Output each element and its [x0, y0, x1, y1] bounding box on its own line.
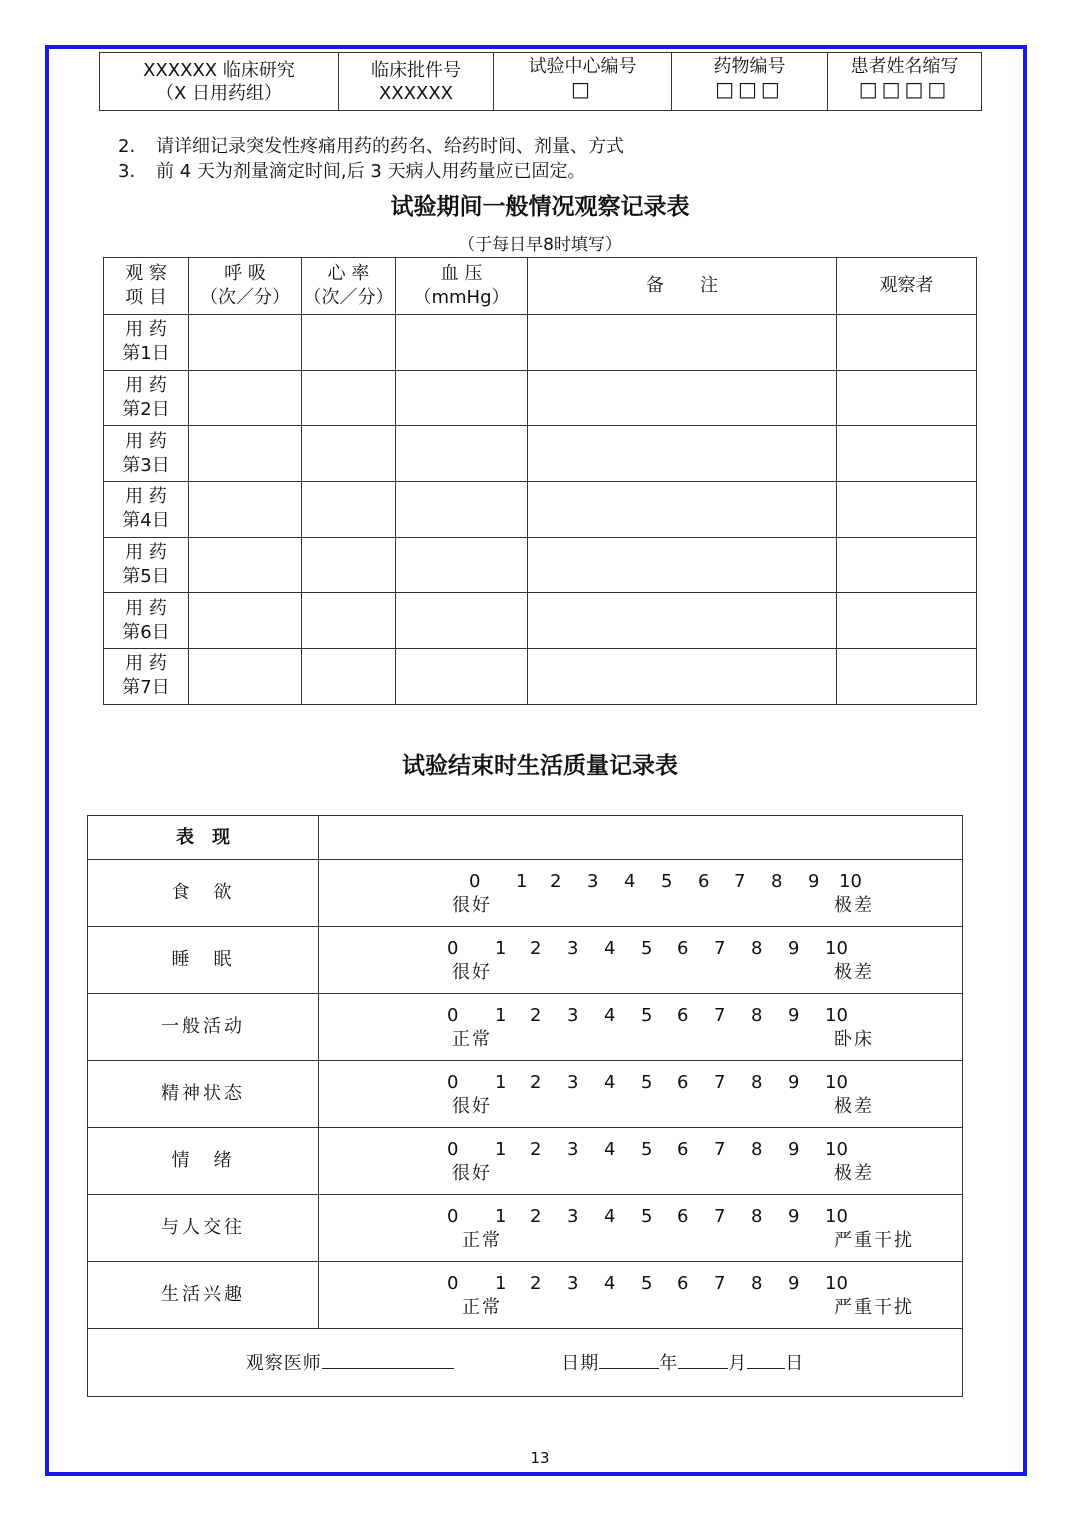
qol-row: [88, 1195, 963, 1262]
scale-high-label: 极差: [834, 962, 874, 983]
scale-number[interactable]: 7: [714, 1005, 726, 1026]
scale-number[interactable]: 3: [567, 1273, 579, 1294]
scale-number[interactable]: 2: [530, 1139, 542, 1160]
scale-number[interactable]: 1: [495, 938, 507, 959]
scale-low-label: 很好: [452, 1096, 492, 1117]
scale-number[interactable]: 3: [567, 1072, 579, 1093]
scale-number[interactable]: 10: [825, 1072, 848, 1093]
day-line-2: 第2日: [122, 399, 170, 421]
scale-number[interactable]: 5: [641, 938, 653, 959]
scale-number[interactable]: 6: [677, 1139, 689, 1160]
scale-number[interactable]: 6: [677, 1072, 689, 1093]
month-label: 月: [728, 1352, 748, 1374]
scale-number[interactable]: 7: [714, 1273, 726, 1294]
observer-cell[interactable]: [837, 370, 977, 426]
patient-label: 患者姓名缩写: [850, 56, 959, 77]
signature-cell: [88, 1329, 963, 1397]
center-label: 试验中心编号: [528, 56, 637, 77]
day-line-2: 第6日: [122, 621, 170, 643]
scale-number[interactable]: 2: [550, 871, 562, 892]
qol-item-label: 情 绪: [88, 1128, 319, 1195]
scale-number[interactable]: 6: [677, 938, 689, 959]
scale-high-label: 极差: [834, 1163, 874, 1184]
hr-cell[interactable]: [302, 649, 396, 705]
obs-day-label: [104, 426, 189, 482]
scale-number[interactable]: 3: [567, 938, 579, 959]
signature-row: [88, 1329, 963, 1397]
obs-col-note: 备 注: [528, 258, 837, 315]
obs-day-label: [104, 593, 189, 649]
scale-number[interactable]: 4: [604, 1273, 616, 1294]
center-cell: [494, 53, 672, 111]
day-line-1: 用 药: [125, 375, 167, 397]
scale-low-label: 正常: [452, 1029, 492, 1050]
qol-scale-cell: [319, 860, 963, 927]
scale-number[interactable]: 7: [714, 1206, 726, 1227]
qol-item-label: 与人交往: [88, 1195, 319, 1262]
scale-number[interactable]: 7: [734, 871, 746, 892]
scale-number[interactable]: 8: [751, 1206, 763, 1227]
col-text: 观 察: [125, 263, 167, 284]
scale-low-label: 很好: [452, 895, 492, 916]
scale-number[interactable]: 9: [788, 1206, 800, 1227]
obs-day-label: [104, 315, 189, 371]
patient-boxes[interactable]: □□□□: [858, 77, 951, 101]
day-line-1: 用 药: [125, 597, 167, 619]
scale-high-label: 极差: [834, 895, 874, 916]
scale-number[interactable]: 8: [751, 1072, 763, 1093]
batch-value: XXXXXX: [379, 82, 453, 104]
note-cell[interactable]: [528, 370, 837, 426]
year-label: 年: [659, 1352, 679, 1374]
drug-cell: [672, 53, 828, 111]
scale-numbers: [319, 870, 962, 892]
page-number: 13: [530, 1449, 550, 1467]
study-cell: [100, 53, 339, 111]
note-cell[interactable]: [528, 649, 837, 705]
scale-numbers: [319, 937, 962, 959]
doctor-signature-line[interactable]: [322, 1350, 454, 1369]
obs-row: [104, 482, 977, 538]
scale-number[interactable]: 10: [825, 1273, 848, 1294]
observer-cell[interactable]: [837, 426, 977, 482]
hr-cell[interactable]: [302, 482, 396, 538]
center-boxes[interactable]: □: [571, 77, 594, 101]
qol-scale-cell: [319, 1128, 963, 1195]
day-line-1: 用 药: [125, 486, 167, 508]
obs-day-label: [104, 370, 189, 426]
scale-high-label: 卧床: [834, 1029, 874, 1050]
resp-cell[interactable]: [189, 537, 302, 593]
scale-numbers: [319, 1071, 962, 1093]
col-text: （mmHg）: [413, 287, 510, 308]
col-text: 项 目: [125, 287, 167, 308]
scale-number[interactable]: 5: [661, 871, 673, 892]
resp-cell[interactable]: [189, 315, 302, 371]
scale-number[interactable]: 9: [788, 1005, 800, 1026]
obs-table-title: 试验期间一般情况观察记录表: [390, 194, 690, 220]
day-line-2: 第7日: [122, 677, 170, 699]
scale-number[interactable]: 6: [677, 1005, 689, 1026]
scale-number[interactable]: 7: [714, 1072, 726, 1093]
day-line-2: 第4日: [122, 510, 170, 532]
scale-number[interactable]: 10: [825, 938, 848, 959]
scale-number[interactable]: 0: [447, 1072, 459, 1093]
obs-row: [104, 537, 977, 593]
col-text: 血 压: [440, 263, 483, 284]
scale-number[interactable]: 2: [530, 1072, 542, 1093]
scale-number[interactable]: 4: [604, 1005, 616, 1026]
qol-scale-cell: [319, 927, 963, 994]
scale-number[interactable]: 8: [751, 938, 763, 959]
scale-number[interactable]: 0: [447, 1273, 459, 1294]
day-line-2: 第5日: [122, 566, 170, 588]
note-cell[interactable]: [528, 482, 837, 538]
scale-number[interactable]: 2: [530, 1273, 542, 1294]
qol-scale-cell: [319, 1262, 963, 1329]
scale-high-label: 严重干扰: [834, 1297, 914, 1318]
doctor-label: 观察医师: [245, 1352, 322, 1374]
scale-number[interactable]: 9: [788, 938, 800, 959]
obs-row: [104, 426, 977, 482]
qol-item-label: 生活兴趣: [88, 1262, 319, 1329]
scale-number[interactable]: 2: [530, 938, 542, 959]
bp-cell[interactable]: [396, 315, 528, 371]
qol-header-label: 表 现: [88, 816, 319, 860]
scale-number[interactable]: 1: [495, 1005, 507, 1026]
scale-number[interactable]: 10: [839, 871, 862, 892]
qol-item-label: 一般活动: [88, 994, 319, 1061]
scale-high-label: 严重干扰: [834, 1230, 914, 1251]
scale-numbers: [319, 1004, 962, 1026]
observer-cell[interactable]: [837, 593, 977, 649]
scale-number[interactable]: 1: [495, 1072, 507, 1093]
col-text: 心 率: [327, 263, 370, 284]
batch-label: 临床批件号: [371, 59, 461, 81]
obs-col-resp: [189, 258, 302, 315]
col-text: （次／分）: [200, 287, 290, 308]
obs-day-label: [104, 482, 189, 538]
scale-number[interactable]: 6: [698, 871, 710, 892]
scale-low-label: 很好: [452, 1163, 492, 1184]
bp-cell[interactable]: [396, 537, 528, 593]
hr-cell[interactable]: [302, 426, 396, 482]
scale-number[interactable]: 10: [825, 1139, 848, 1160]
obs-row: [104, 593, 977, 649]
qol-row: [88, 1128, 963, 1195]
scale-number[interactable]: 1: [495, 1139, 507, 1160]
study-line-1: XXXXXX 临床研究: [143, 59, 295, 81]
scale-number[interactable]: 10: [825, 1005, 848, 1026]
obs-row: [104, 315, 977, 371]
scale-number[interactable]: 0: [447, 1005, 459, 1026]
scale-low-label: 很好: [452, 962, 492, 983]
note-cell[interactable]: [528, 315, 837, 371]
obs-table-subtitle: （于每日早8时填写）: [458, 235, 622, 255]
scale-number[interactable]: 8: [751, 1005, 763, 1026]
scale-number[interactable]: 0: [447, 938, 459, 959]
obs-day-label: [104, 649, 189, 705]
note-number: 2.: [118, 136, 136, 157]
scale-number[interactable]: 5: [641, 1206, 653, 1227]
scale-number[interactable]: 5: [641, 1072, 653, 1093]
scale-number[interactable]: 9: [788, 1139, 800, 1160]
scale-number[interactable]: 10: [825, 1206, 848, 1227]
scale-number[interactable]: 9: [788, 1072, 800, 1093]
note-cell[interactable]: [528, 426, 837, 482]
observer-cell[interactable]: [837, 315, 977, 371]
scale-number[interactable]: 4: [604, 1206, 616, 1227]
scale-number[interactable]: 4: [604, 1139, 616, 1160]
scale-number[interactable]: 5: [641, 1005, 653, 1026]
drug-label: 药物编号: [713, 56, 786, 77]
resp-cell[interactable]: [189, 593, 302, 649]
qol-table-title: 试验结束时生活质量记录表: [402, 753, 678, 779]
qol-scale-cell: [319, 1061, 963, 1128]
observation-table: [103, 257, 977, 705]
scale-number[interactable]: 6: [677, 1273, 689, 1294]
scale-number[interactable]: 1: [516, 871, 528, 892]
day-label: 日: [785, 1352, 805, 1374]
bp-cell[interactable]: [396, 593, 528, 649]
day-line-2: 第1日: [122, 343, 170, 365]
scale-numbers: [319, 1272, 962, 1294]
scale-numbers: [319, 1138, 962, 1160]
qol-item-label: 食 欲: [88, 860, 319, 927]
scale-low-label: 正常: [462, 1230, 502, 1251]
scale-number[interactable]: 7: [714, 938, 726, 959]
scale-number[interactable]: 0: [447, 1206, 459, 1227]
scale-number[interactable]: 2: [530, 1206, 542, 1227]
scale-number[interactable]: 0: [469, 871, 481, 892]
note-cell[interactable]: [528, 593, 837, 649]
scale-number[interactable]: 8: [771, 871, 783, 892]
scale-number[interactable]: 8: [751, 1139, 763, 1160]
bp-cell[interactable]: [396, 426, 528, 482]
qol-table: [87, 815, 963, 1397]
hr-cell[interactable]: [302, 315, 396, 371]
day-line-1: 用 药: [125, 653, 167, 675]
bp-cell[interactable]: [396, 649, 528, 705]
obs-col-bp: [396, 258, 528, 315]
qol-scale-cell: [319, 1195, 963, 1262]
scale-number[interactable]: 2: [530, 1005, 542, 1026]
date-label: 日期: [561, 1352, 600, 1374]
obs-header-row: [104, 258, 977, 315]
scale-number[interactable]: 4: [604, 1072, 616, 1093]
col-text: （次／分）: [303, 287, 394, 308]
scale-number[interactable]: 5: [641, 1273, 653, 1294]
observer-cell[interactable]: [837, 482, 977, 538]
day-line-1: 用 药: [125, 319, 167, 341]
qol-header-row: [88, 816, 963, 860]
scale-number[interactable]: 1: [495, 1273, 507, 1294]
obs-row: [104, 649, 977, 705]
scale-number[interactable]: 3: [587, 871, 599, 892]
qol-item-label: 睡 眠: [88, 927, 319, 994]
study-line-2: （X 日用药组）: [155, 82, 283, 104]
observer-cell[interactable]: [837, 649, 977, 705]
drug-boxes[interactable]: □□□: [715, 77, 784, 101]
qol-row: [88, 1061, 963, 1128]
scale-number[interactable]: 5: [641, 1139, 653, 1160]
resp-cell[interactable]: [189, 482, 302, 538]
qol-scale-cell: [319, 994, 963, 1061]
scale-numbers: [319, 1205, 962, 1227]
obs-col-observer: 观察者: [837, 258, 977, 315]
qol-item-label: 精神状态: [88, 1061, 319, 1128]
note-number: 3.: [118, 161, 136, 182]
scale-number[interactable]: 0: [447, 1139, 459, 1160]
note-text: 请详细记录突发性疼痛用药的药名、给药时间、剂量、方式: [156, 136, 624, 157]
scale-number[interactable]: 4: [624, 871, 636, 892]
qol-row: [88, 994, 963, 1061]
resp-cell[interactable]: [189, 426, 302, 482]
scale-number[interactable]: 9: [788, 1273, 800, 1294]
scale-low-label: 正常: [462, 1297, 502, 1318]
hr-cell[interactable]: [302, 537, 396, 593]
bp-cell[interactable]: [396, 370, 528, 426]
scale-number[interactable]: 8: [751, 1273, 763, 1294]
bp-cell[interactable]: [396, 482, 528, 538]
scale-number[interactable]: 1: [495, 1206, 507, 1227]
batch-cell: [339, 53, 494, 111]
note-cell[interactable]: [528, 537, 837, 593]
scale-number[interactable]: 4: [604, 938, 616, 959]
patient-cell: [828, 53, 982, 111]
hr-cell[interactable]: [302, 370, 396, 426]
scale-number[interactable]: 3: [567, 1005, 579, 1026]
qol-row: [88, 860, 963, 927]
obs-col-hr: [302, 258, 396, 315]
qol-header-blank: [319, 816, 963, 860]
scale-number[interactable]: 3: [567, 1139, 579, 1160]
note-text: 前 4 天为剂量滴定时间,后 3 天病人用药量应已固定。: [156, 161, 586, 182]
hr-cell[interactable]: [302, 593, 396, 649]
scale-high-label: 极差: [834, 1096, 874, 1117]
year-line[interactable]: [599, 1350, 659, 1369]
note-item: [118, 134, 624, 159]
resp-cell[interactable]: [189, 649, 302, 705]
obs-row: [104, 370, 977, 426]
col-text: 呼 吸: [224, 263, 266, 284]
day-line-2: 第3日: [122, 454, 170, 476]
scale-number[interactable]: 3: [567, 1206, 579, 1227]
qol-row: [88, 1262, 963, 1329]
instruction-notes: [118, 134, 624, 184]
note-item: [118, 159, 624, 184]
header-table: [99, 52, 982, 111]
day-line[interactable]: [747, 1350, 785, 1369]
scale-number[interactable]: 7: [714, 1139, 726, 1160]
resp-cell[interactable]: [189, 370, 302, 426]
day-line-1: 用 药: [125, 542, 167, 564]
month-line[interactable]: [678, 1350, 728, 1369]
scale-number[interactable]: 6: [677, 1206, 689, 1227]
qol-row: [88, 927, 963, 994]
obs-day-label: [104, 537, 189, 593]
observer-cell[interactable]: [837, 537, 977, 593]
scale-number[interactable]: 9: [808, 871, 820, 892]
obs-col-item: [104, 258, 189, 315]
day-line-1: 用 药: [125, 430, 167, 452]
